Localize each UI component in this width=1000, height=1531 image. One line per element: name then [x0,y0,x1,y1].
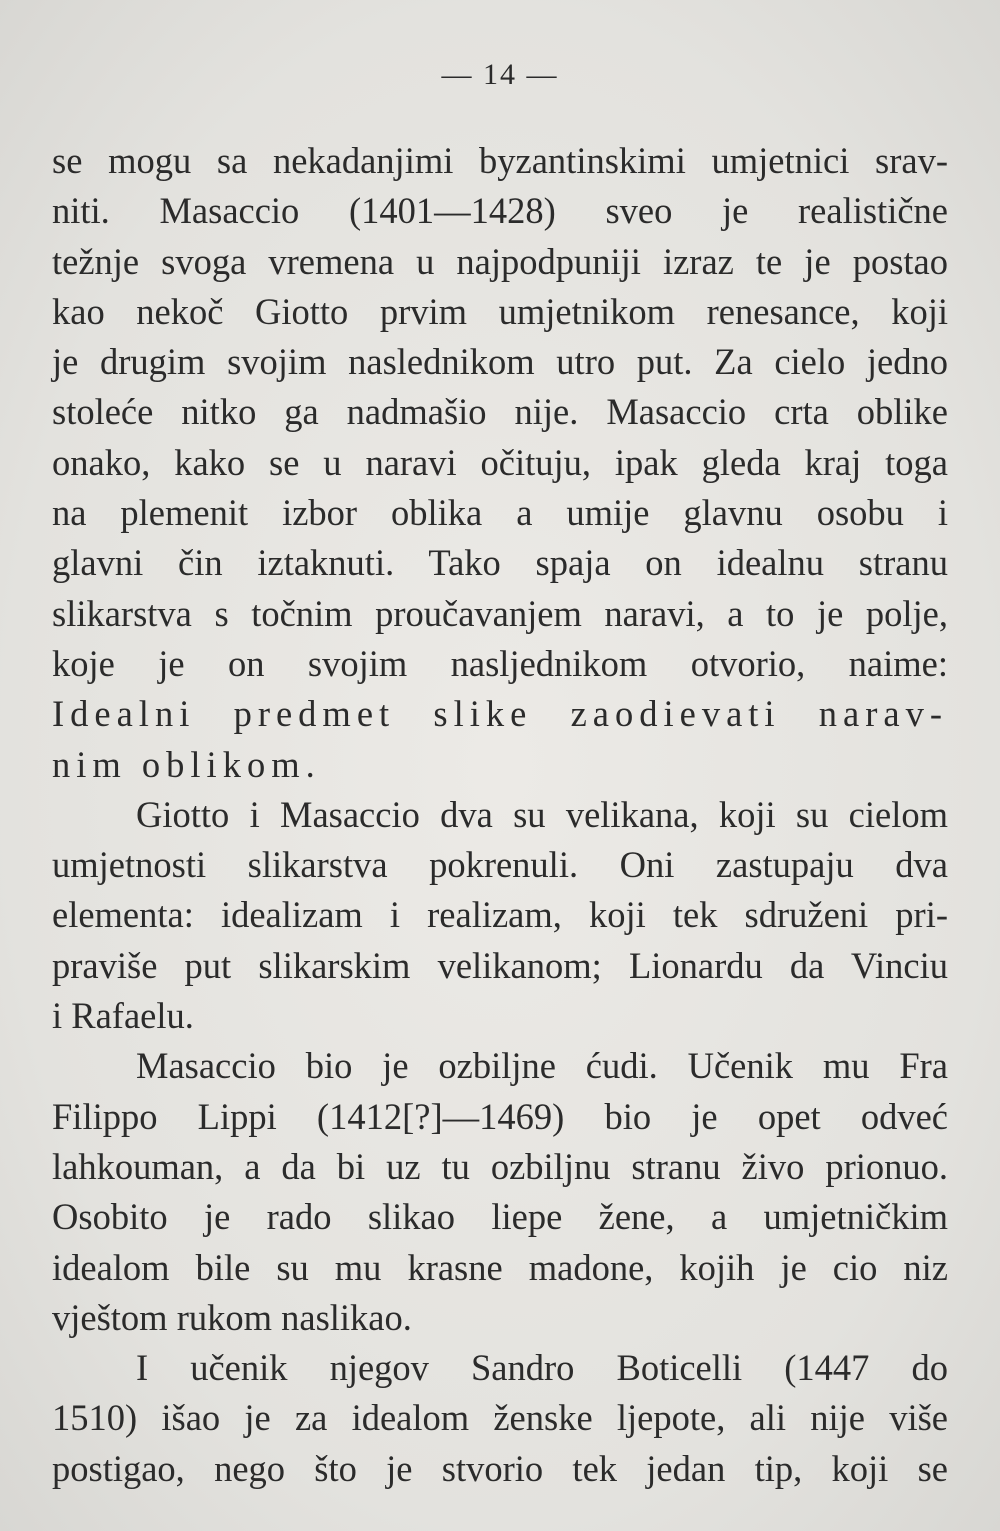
paragraph-start-line: Giotto i Masaccio dva su velikana, koji su cielom [136,793,948,835]
text-line: težnje svoga vremena u najpodpuniji izraz te je postao [52,240,948,282]
page-number: — 14 — [441,58,559,91]
text-line: kao nekoč Giotto prvim umjetnikom renesance, koji [52,290,948,332]
text-line: na plemenit izbor oblika a umije glavnu osobu i [52,492,948,534]
paragraph-end-line: vještom rukom naslikao. [52,1296,412,1338]
paragraph-start-line: Masaccio bio je ozbiljne ćudi. Učenik mu Fra [136,1045,948,1087]
text-line-spaced: nim oblikom. [52,743,321,785]
text-line: onako, kako se u naravi očituju, ipak gleda kraj toga [52,441,948,483]
text-line: elementa: idealizam i realizam, koji tek sdruženi pri- [52,894,948,936]
text-line: se mogu sa nekadanjimi byzantinskimi umjetnici srav- [52,140,948,181]
text-line: umjetnosti slikarstva pokrenuli. Oni zastupaju dva [52,844,948,886]
text-line: praviše put slikarskim velikanom; Lionardu da Vinciu [52,944,948,986]
text-line: slikarstva s točnim proučavanjem naravi, a to je polje, [52,592,948,634]
text-line: Osobito je rado slikao liepe žene, a umjetničkim [52,1196,948,1238]
paragraph-start-line: I učenik njegov Sandro Boticelli (1447 do [136,1347,948,1389]
text-line: postigao, nego što je stvorio tek jedan tip, koji se [52,1447,948,1489]
text-line: koje je on svojim nasljednikom otvorio, naime: [52,642,948,684]
text-line-spaced: Idealni predmet slike zaodievati narav- [52,693,948,735]
text-line: lahkouman, a da bi uz tu ozbiljnu stranu živo prionuo. [52,1145,948,1187]
text-line: je drugim svojim naslednikom utro put. Za cielo jedno [52,341,948,383]
text-line: stoleće nitko ga nadmašio nije. Masaccio crta oblike [52,391,948,433]
text-line: glavni čin iztaknuti. Tako spaja on idealnu stranu [52,542,948,584]
text-line: 1510) išao je za idealom ženske ljepote, ali nije više [52,1397,948,1439]
text-line: idealom bile su mu krasne madone, kojih je cio niz [52,1246,948,1288]
text-line: Filippo Lippi (1412[?]—1469) bio je opet odveć [52,1095,948,1137]
text-line: niti. Masaccio (1401—1428) sveo je realistične [52,190,948,232]
paragraph-end-line: i Rafaelu. [52,995,194,1037]
body-text [52,136,948,1494]
